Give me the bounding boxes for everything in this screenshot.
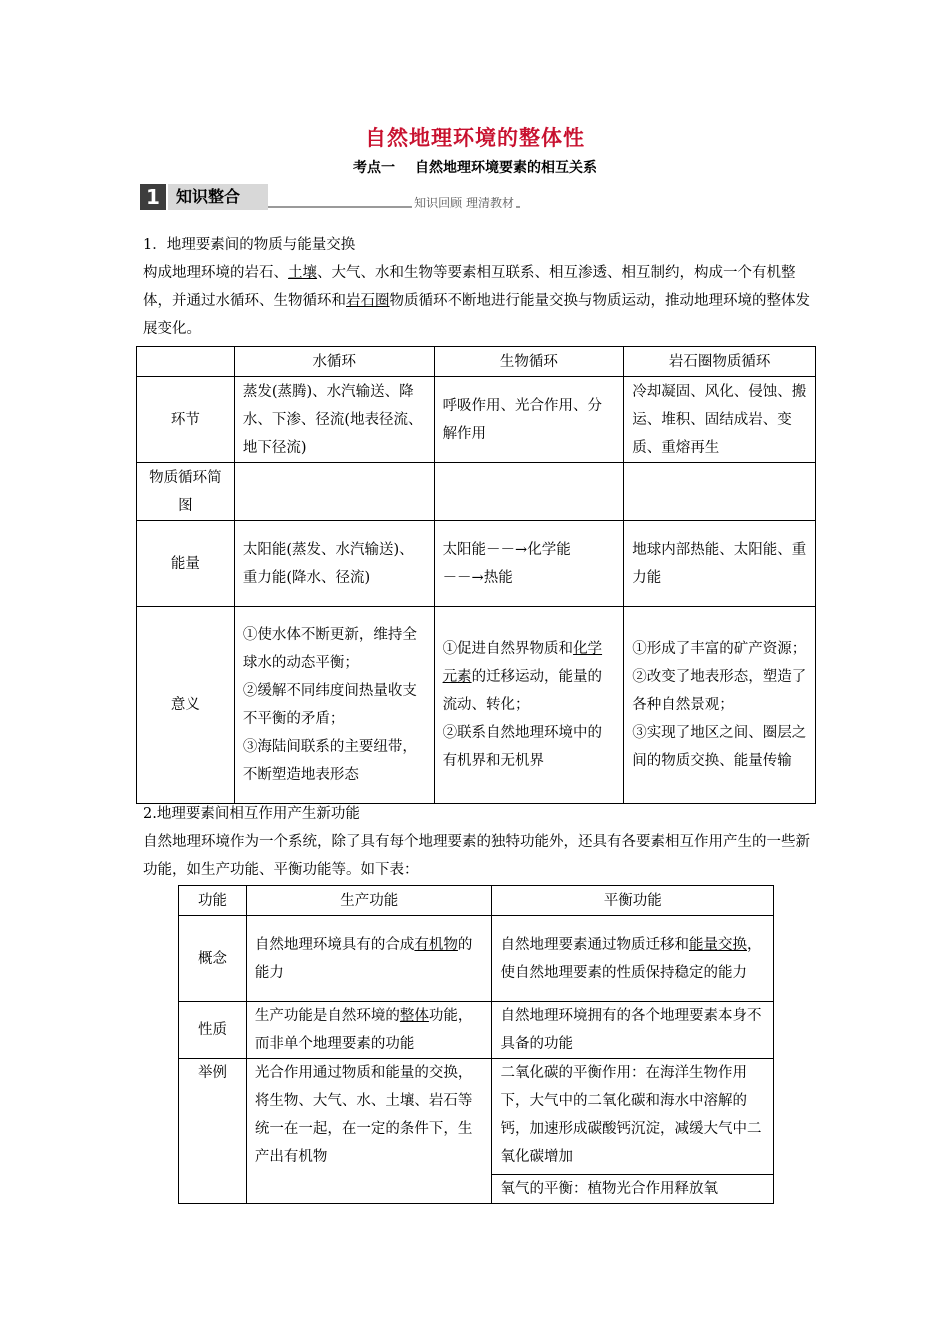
cell-line: ②联系自然地理环境中的有机界和无机界 [442, 725, 603, 769]
banner-number: 1 [140, 184, 166, 210]
cell: 呼吸作用、光合作用、分解作用 [434, 377, 624, 463]
header-cell: 平衡功能 [492, 886, 774, 916]
cell [434, 521, 624, 607]
row-label: 概念 [179, 916, 247, 1002]
cell-text: ①促进自然界物质和 [442, 641, 574, 657]
cell: 太阳能(蒸发、水汽输送)、重力能(降水、径流) [234, 521, 434, 607]
cell-underline: 整体 [399, 1008, 429, 1024]
cell-line: ③海陆间联系的主要纽带，不断塑造地表形态 [242, 739, 417, 783]
header-cell: 岩石圈物质循环 [624, 347, 816, 377]
cell-underline: 能量交换 [688, 936, 747, 953]
cell: 二氧化碳的平衡作用：在海洋生物作用下，大气中的二氧化碳和海水中溶解的钙，加速形成碳酸钙沉淀，减缓大气中二氧化碳增加 [492, 1059, 774, 1175]
functions-table [178, 885, 774, 1204]
para-underline: 土壤 [288, 265, 317, 281]
cell-text: 自然地理要素通过物质迁移和 [500, 936, 689, 953]
section1-paragraph [143, 259, 823, 343]
cell: 自然地理环境拥有的各个地理要素本身不具备的功能 [492, 1002, 774, 1059]
cycles-table [136, 346, 816, 804]
cell-line: ②缓解不同纬度间热量收支不平衡的矛盾； [242, 683, 417, 727]
cell-text: 功能，而非单个地理要素的功能 [254, 1008, 473, 1052]
row-label: 物质循环简图 [137, 463, 235, 521]
cell [234, 607, 434, 804]
table-header-row [137, 347, 816, 377]
cell-line: 太阳能－－→化学能 [442, 541, 571, 558]
cell [246, 1002, 492, 1059]
cell: 光合作用通过物质和能量的交换，将生物、大气、水、土壤、岩石等统一在一起，在一定的条件下，生产出有机物 [246, 1059, 492, 1204]
table-row [137, 377, 816, 463]
cell-text: 的能力 [254, 936, 473, 981]
para-underline: 岩石圈 [346, 293, 390, 309]
row-label: 举例 [179, 1059, 247, 1204]
cell-line: ①形成了丰富的矿产资源； [632, 641, 807, 657]
cell-text: ，使自然地理要素的性质保持稳定的能力 [500, 936, 762, 981]
table-row [179, 1059, 774, 1175]
row-label: 环节 [137, 377, 235, 463]
header-cell: 生物循环 [434, 347, 624, 377]
cell [624, 607, 816, 804]
cell-line: ①使水体不断更新，维持全球水的动态平衡； [242, 627, 417, 671]
header-cell [137, 347, 235, 377]
cell-line [443, 635, 616, 719]
cell: 蒸发(蒸腾)、水汽输送、降水、下渗、径流(地表径流、地下径流) [234, 377, 434, 463]
empty-cell [624, 463, 816, 521]
subtitle [0, 157, 950, 177]
empty-cell [434, 463, 624, 521]
para-text: 构成地理环境的岩石、 [143, 265, 288, 281]
row-label: 能量 [137, 521, 235, 607]
cell-line: ②改变了地表形态，塑造了各种自然景观； [632, 669, 807, 713]
table-header-row [179, 886, 774, 916]
section2-heading: 2.地理要素间相互作用产生新功能 [143, 806, 360, 822]
cell: 冷却凝固、风化、侵蚀、搬运、堆积、固结成岩、变质、重熔再生 [624, 377, 816, 463]
header-cell: 生产功能 [246, 886, 492, 916]
row-label: 意义 [137, 607, 235, 804]
cell-line: －－→热能 [442, 569, 513, 586]
para-text: 物质循环不断地进行能量交换与物质运动，推动地理环境的整体发展变化。 [143, 293, 810, 337]
page-title: 自然地理环境的整体性 [365, 126, 585, 150]
cell [492, 916, 774, 1002]
header-cell: 功能 [179, 886, 247, 916]
cell [434, 607, 624, 804]
cell [246, 916, 492, 1002]
cell: 地球内部热能、太阳能、重力能 [624, 521, 816, 607]
section1-heading: 1．地理要素间的物质与能量交换 [143, 237, 356, 253]
section2-paragraph: 自然地理环境作为一个系统，除了具有每个地理要素的独特功能外，还具有各要素相互作用产生的一些新功能，如生产功能、平衡功能等。如下表： [143, 834, 810, 878]
banner-subtitle: 知识回顾 理清教材 [414, 196, 514, 210]
cell-text: 生产功能是自然环境的 [254, 1008, 400, 1024]
section-banner [140, 184, 520, 214]
cell-text: 的迁移运动，能量的流动、转化； [442, 669, 603, 713]
banner-label: 知识整合 [168, 184, 268, 210]
cell-text: 自然地理环境具有的合成 [254, 936, 415, 953]
cell: 氧气的平衡：植物光合作用释放氧 [492, 1175, 774, 1204]
header-cell: 水循环 [234, 347, 434, 377]
table-row [137, 463, 816, 521]
table-row [137, 521, 816, 607]
cell-line: ③实现了地区之间、圈层之间的物质交换、能量传输 [632, 725, 807, 769]
table-row [137, 607, 816, 804]
subtitle-part1: 考点一 [353, 160, 395, 176]
table-row [179, 916, 774, 1002]
para-text: 、大气、水和生物等要素相互联系、相互渗透、相互制约，构成一个有机整体，并通过水循环、生物循环和 [143, 265, 796, 309]
cell-underline: 有机物 [414, 936, 458, 953]
empty-cell [234, 463, 434, 521]
cell-underline: 化学元素 [442, 641, 603, 685]
row-label: 性质 [179, 1002, 247, 1059]
subtitle-part2: 自然地理环境要素的相互关系 [415, 160, 597, 176]
table-row [179, 1002, 774, 1059]
